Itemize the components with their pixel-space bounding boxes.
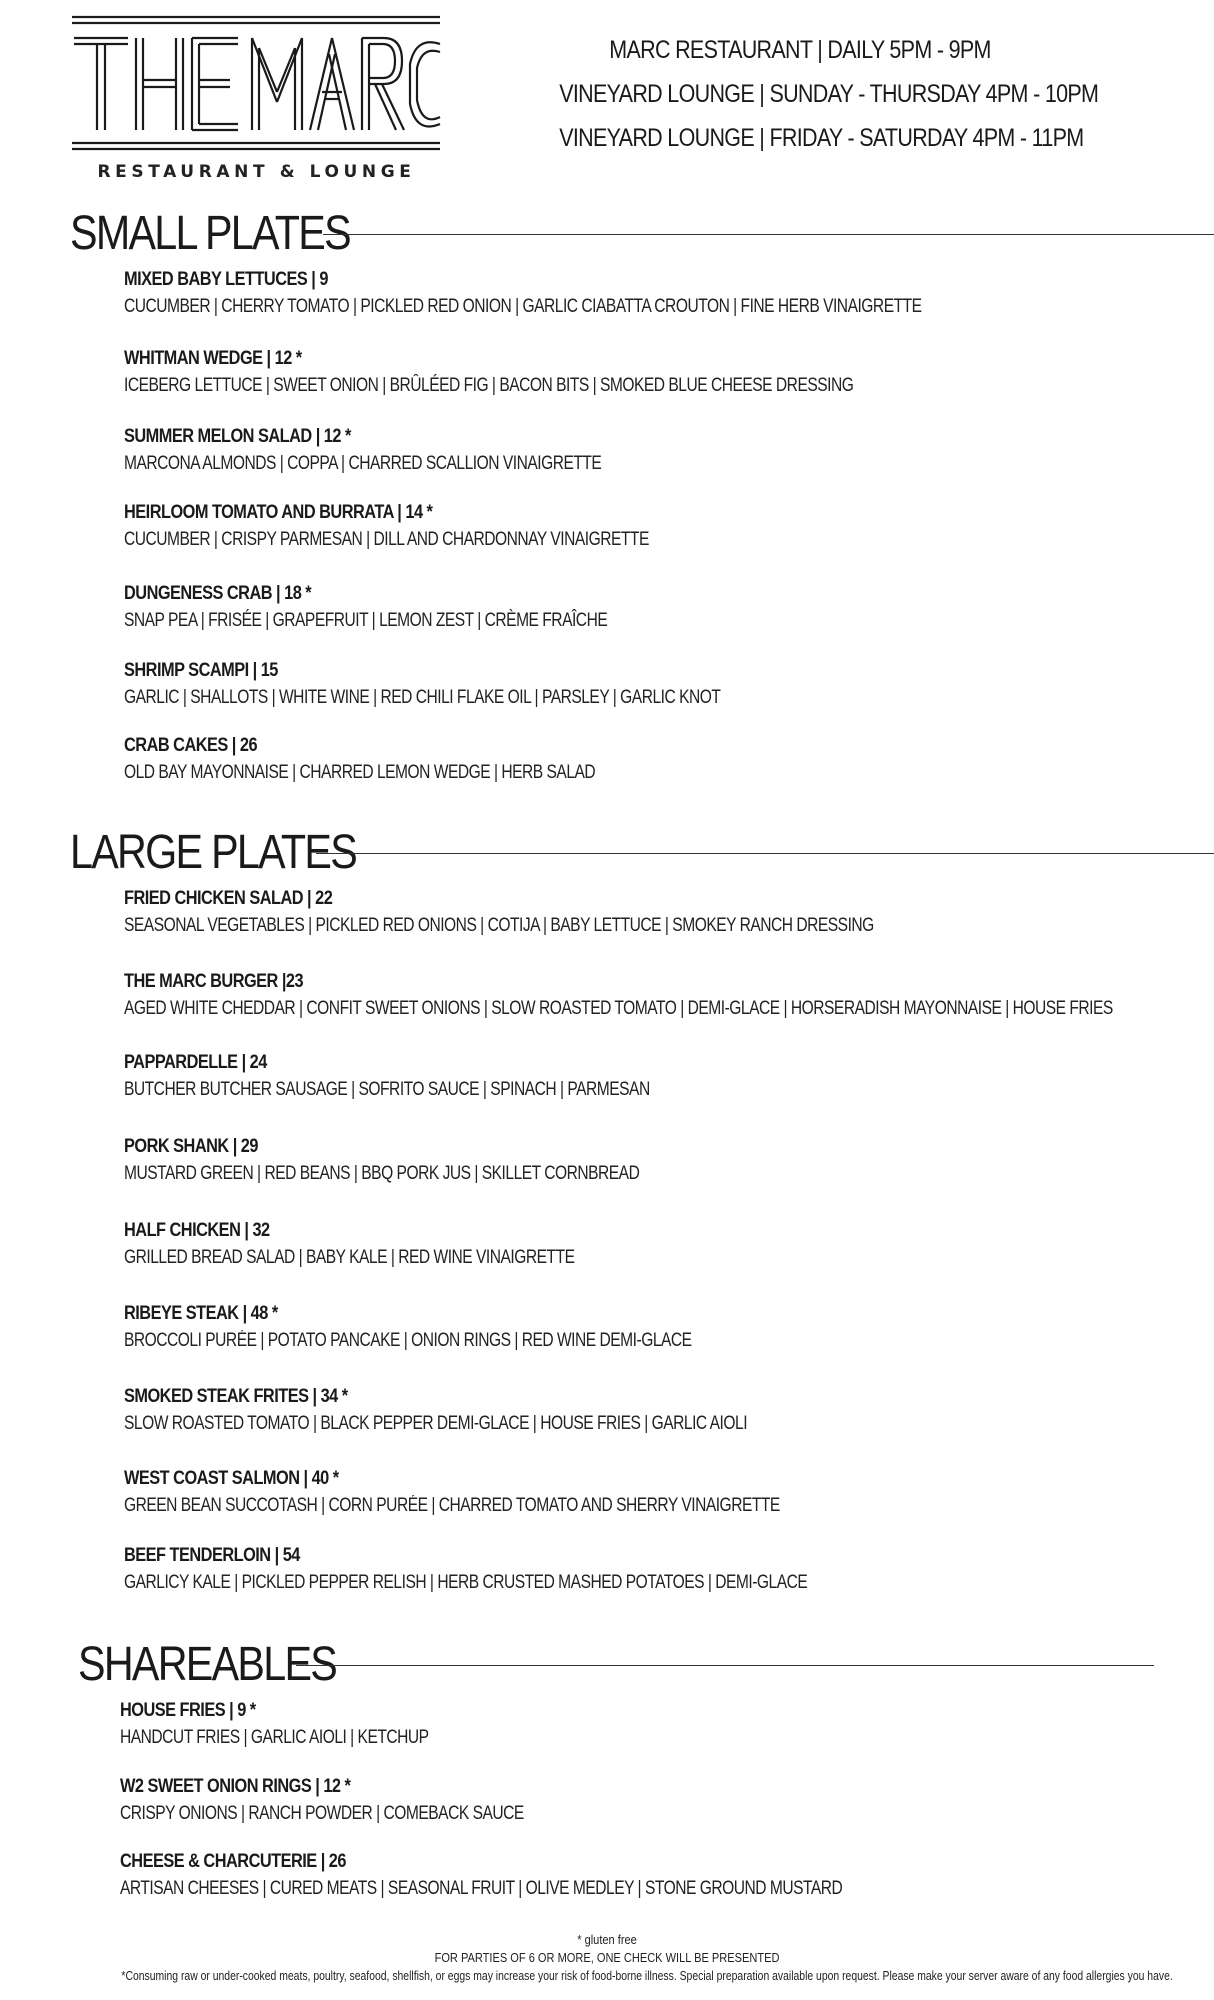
item-name: PAPPARDELLE | 24 (124, 1052, 267, 1073)
item-name: BEEF TENDERLOIN | 54 (124, 1545, 300, 1566)
item-name: HEIRLOOM TOMATO AND BURRATA | 14 * (124, 502, 433, 523)
item-description: MUSTARD GREEN | RED BEANS | BBQ PORK JUS | SKILLET CORNBREAD (124, 1163, 640, 1184)
section-rule (316, 853, 1214, 854)
item-name: WEST COAST SALMON | 40 * (124, 1468, 339, 1489)
item-description: GREEN BEAN SUCCOTASH | CORN PURÉE | CHARRED TOMATO AND SHERRY VINAIGRETTE (124, 1495, 780, 1516)
footer (0, 1931, 1214, 1985)
menu-item (124, 1135, 1184, 1187)
menu-item (124, 582, 1184, 634)
item-description: GARLICY KALE | PICKLED PEPPER RELISH | HERB CRUSTED MASHED POTATOES | DEMI-GLACE (124, 1572, 808, 1593)
menu-item (124, 347, 1184, 399)
section-rule (323, 234, 1214, 235)
item-description: AGED WHITE CHEDDAR | CONFIT SWEET ONIONS | SLOW ROASTED TOMATO | DEMI-GLACE | HORSERADISH MAYONNAISE | HOUSE FRIES (124, 998, 1113, 1019)
menu-item (124, 1385, 1184, 1437)
hours-line-lounge-weekday: VINEYARD LOUNGE | SUNDAY - THURSDAY 4PM - 10PM (559, 80, 1099, 108)
item-name: SMOKED STEAK FRITES | 34 * (124, 1386, 348, 1407)
item-name: THE MARC BURGER |23 (124, 971, 304, 992)
item-description: CRISPY ONIONS | RANCH POWDER | COMEBACK SAUCE (120, 1803, 524, 1824)
item-description: MARCONA ALMONDS | COPPA | CHARRED SCALLION VINAIGRETTE (124, 453, 602, 474)
item-description: GARLIC | SHALLOTS | WHITE WINE | RED CHILI FLAKE OIL | PARSLEY | GARLIC KNOT (124, 687, 721, 708)
logo-subtitle: RESTAURANT & LOUNGE (97, 162, 416, 182)
hours-line-lounge-weekend: VINEYARD LOUNGE | FRIDAY - SATURDAY 4PM - 11PM (559, 124, 1084, 152)
item-name: SHRIMP SCAMPI | 15 (124, 660, 278, 681)
section-header (70, 206, 1170, 264)
party-check-note: FOR PARTIES OF 6 OR MORE, ONE CHECK WILL BE PRESENTED (434, 1950, 780, 1965)
logo (70, 14, 442, 184)
item-description: CUCUMBER | CHERRY TOMATO | PICKLED RED ONION | GARLIC CIABATTA CROUTON | FINE HERB VINAIGRETTE (124, 296, 922, 317)
item-name: WHITMAN WEDGE | 12 * (124, 348, 302, 369)
menu-item (120, 1699, 1180, 1751)
section-header (78, 1637, 1178, 1695)
item-description: HANDCUT FRIES | GARLIC AIOLI | KETCHUP (120, 1727, 429, 1748)
section-header (70, 825, 1170, 883)
menu-item (124, 501, 1184, 553)
item-description: ARTISAN CHEESES | CURED MEATS | SEASONAL FRUIT | OLIVE MEDLEY | STONE GROUND MUSTARD (120, 1878, 843, 1899)
hours-block (520, 28, 1099, 160)
section-title: SHAREABLES (78, 1638, 337, 1691)
menu-item (124, 887, 1184, 939)
item-name: FRIED CHICKEN SALAD | 22 (124, 888, 333, 909)
item-description: GRILLED BREAD SALAD | BABY KALE | RED WINE VINAIGRETTE (124, 1247, 575, 1268)
item-name: W2 SWEET ONION RINGS | 12 * (120, 1776, 351, 1797)
item-name: HALF CHICKEN | 32 (124, 1220, 270, 1241)
menu-item (124, 1219, 1184, 1271)
gluten-free-note: * gluten free (577, 1932, 637, 1947)
item-name: DUNGENESS CRAB | 18 * (124, 583, 312, 604)
menu-item (124, 1051, 1184, 1103)
food-safety-disclaimer: *Consuming raw or under-cooked meats, poultry, seafood, shellfish, or eggs may increase your risk of food-borne illness. Special preparation available upon request. Please make your server aware of any food allergies you have. (121, 1968, 1173, 1983)
menu-item (124, 734, 1184, 786)
menu-item (124, 268, 1184, 320)
menu-item (124, 1302, 1184, 1354)
menu-item (124, 1544, 1184, 1596)
item-name: SUMMER MELON SALAD | 12 * (124, 426, 351, 447)
item-description: ICEBERG LETTUCE | SWEET ONION | BRÛLÉED FIG | BACON BITS | SMOKED BLUE CHEESE DRESSING (124, 375, 854, 396)
menu-item (120, 1850, 1180, 1902)
menu-item (124, 1467, 1184, 1519)
item-description: SLOW ROASTED TOMATO | BLACK PEPPER DEMI-GLACE | HOUSE FRIES | GARLIC AIOLI (124, 1413, 748, 1434)
item-description: OLD BAY MAYONNAISE | CHARRED LEMON WEDGE | HERB SALAD (124, 762, 596, 783)
section-rule (296, 1665, 1154, 1666)
item-name: HOUSE FRIES | 9 * (120, 1700, 256, 1721)
menu-item (124, 659, 1184, 711)
item-description: SNAP PEA | FRISÉE | GRAPEFRUIT | LEMON ZEST | CRÈME FRAÎCHE (124, 610, 608, 631)
item-name: PORK SHANK | 29 (124, 1136, 258, 1157)
section-title: LARGE PLATES (70, 826, 357, 879)
hours-line-restaurant: MARC RESTAURANT | DAILY 5PM - 9PM (609, 36, 991, 64)
logo-wordmark (70, 14, 442, 164)
item-name: CHEESE & CHARCUTERIE | 26 (120, 1851, 346, 1872)
item-description: BROCCOLI PURÉE | POTATO PANCAKE | ONION RINGS | RED WINE DEMI-GLACE (124, 1330, 692, 1351)
item-description: SEASONAL VEGETABLES | PICKLED RED ONIONS | COTIJA | BABY LETTUCE | SMOKEY RANCH DRESSING (124, 915, 874, 936)
menu-item (124, 970, 1184, 1022)
menu-item (120, 1775, 1180, 1827)
item-description: CUCUMBER | CRISPY PARMESAN | DILL AND CHARDONNAY VINAIGRETTE (124, 529, 649, 550)
item-name: MIXED BABY LETTUCES | 9 (124, 269, 328, 290)
item-name: RIBEYE STEAK | 48 * (124, 1303, 278, 1324)
item-description: BUTCHER BUTCHER SAUSAGE | SOFRITO SAUCE | SPINACH | PARMESAN (124, 1079, 650, 1100)
item-name: CRAB CAKES | 26 (124, 735, 258, 756)
section-title: SMALL PLATES (70, 207, 350, 260)
menu-item (124, 425, 1184, 477)
